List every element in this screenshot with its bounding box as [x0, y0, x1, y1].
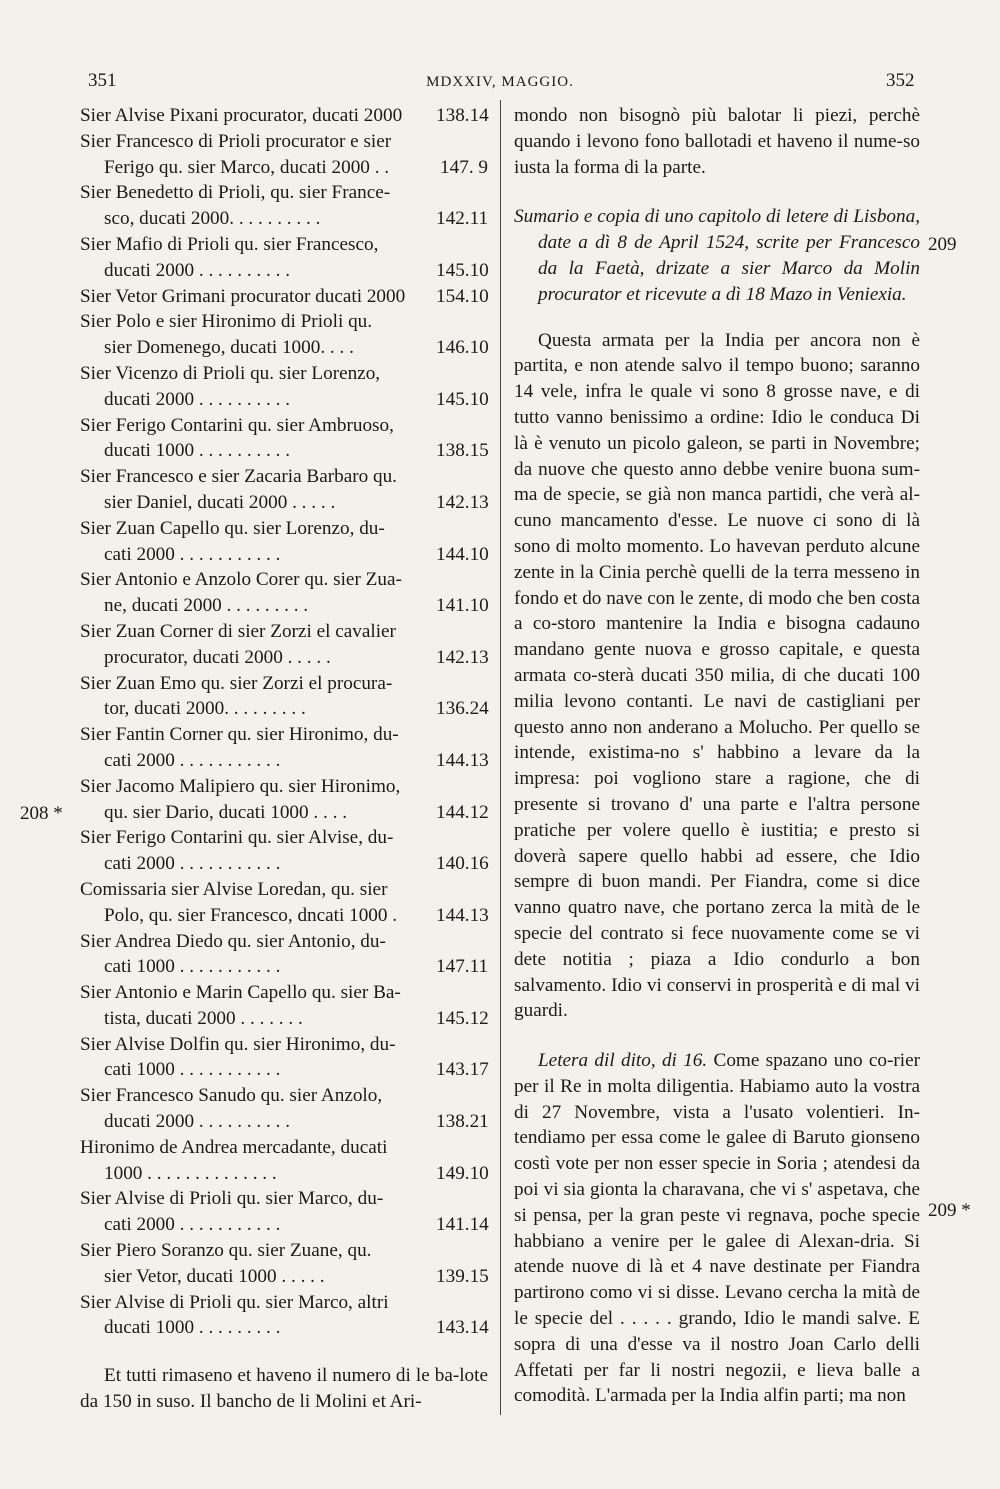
- entry-continuation: Ferigo qu. sier Marco, ducati 2000 . .: [104, 156, 390, 178]
- ballot-entry: [80, 1186, 488, 1238]
- ballot-count: 145.10: [436, 259, 489, 281]
- ballot-entry: [80, 129, 488, 181]
- entry-continuation: cati 1000 . . . . . . . . . . .: [104, 1059, 281, 1081]
- entry-continuation: sier Domenego, ducati 1000. . . .: [104, 337, 354, 359]
- ballot-entry: [80, 1238, 488, 1290]
- entry-name: Sier Francesco Sanudo qu. sier Anzolo,: [80, 1085, 383, 1107]
- entry-continuation: cati 2000 . . . . . . . . . . .: [104, 853, 281, 875]
- entry-name: Sier Zuan Corner di sier Zorzi el cavalier: [80, 620, 396, 642]
- entry-continuation: ducati 1000 . . . . . . . . . .: [104, 440, 290, 462]
- ballot-entry: [80, 1135, 488, 1187]
- entry-name: Sier Ferigo Contarini qu. sier Ambruoso,: [80, 414, 394, 436]
- ballot-entry: [80, 980, 488, 1032]
- ballot-entry: [80, 284, 488, 310]
- ballot-entry: [80, 1032, 488, 1084]
- ballot-count: 144.10: [436, 543, 489, 565]
- right-page-number: 352: [886, 70, 915, 91]
- entry-name: Sier Jacomo Malipiero qu. sier Hironimo,: [80, 775, 401, 797]
- ballot-count: 142.11: [436, 208, 489, 230]
- ballot-entry: [80, 619, 488, 671]
- ballot-count: 140.16: [436, 853, 489, 875]
- ballot-count: 147.11: [436, 956, 489, 978]
- ballot-count: 147. 9: [440, 156, 488, 178]
- ballot-entry: [80, 309, 488, 361]
- entry-continuation: ne, ducati 2000 . . . . . . . . .: [104, 595, 309, 617]
- ballot-count: 145.10: [436, 388, 489, 410]
- ballot-count: 136.24: [436, 698, 489, 720]
- ballot-count: 143.14: [436, 1317, 489, 1339]
- entry-continuation: ducati 2000 . . . . . . . . . .: [104, 259, 290, 281]
- ballot-count: 138.14: [436, 105, 489, 126]
- entry-continuation: sier Daniel, ducati 2000 . . . . .: [104, 491, 336, 513]
- entry-continuation: cati 2000 . . . . . . . . . . .: [104, 543, 281, 565]
- entry-name: Sier Mafio di Prioli qu. sier Francesco,: [80, 233, 379, 255]
- closing-paragraph: Et tutti rimaseno et haveno il numero di le ba-lote da 150 in suso. Il bancho de li Molini et Ari-: [80, 1365, 488, 1413]
- ballot-count: 143.17: [436, 1059, 489, 1081]
- ballot-count: 141.14: [436, 1214, 489, 1236]
- right-column: [514, 103, 920, 1409]
- entry-continuation: ducati 2000 . . . . . . . . . .: [104, 388, 290, 410]
- paragraph-continuation: mondo non bisognò più balotar li piezi, perchè quando i levono fono ballotadi et haveno il nume-so iusta la forma di la parte.: [514, 105, 920, 178]
- ballot-entry: [80, 1083, 488, 1135]
- entry-continuation: cati 2000 . . . . . . . . . . .: [104, 1214, 281, 1236]
- ballot-entry: [80, 464, 488, 516]
- second-letter-paragraph: [514, 1048, 920, 1409]
- ballot-entry: [80, 232, 488, 284]
- margin-note-209-star: 209 *: [928, 1200, 971, 1221]
- ballot-entry: [80, 413, 488, 465]
- entry-continuation: procurator, ducati 2000 . . . . .: [104, 646, 331, 668]
- margin-note-208: 208 *: [20, 803, 63, 824]
- entry-name: Sier Vicenzo di Prioli qu. sier Lorenzo,: [80, 362, 381, 384]
- left-page-number: 351: [88, 70, 117, 91]
- entry-name: Sier Alvise di Prioli qu. sier Marco, du-: [80, 1188, 384, 1210]
- letter-paragraph: Questa armata per la India per ancora non è partita, e non atende salvo il tempo buono; saranno 14 vele, infra le quale vi sono 8 grosse nave, e di tutto vanno benissimo a ordine: Idio le conduca Di là è venuto un picolo galeon, se parti in Novembre; da nuove che questo anno debbe venire buona sum-ma de specie, se già non manca partidi, che verà al-cuno mancamento d'esse. Le nuove ci sono di là sono di molto momento. Lo havevan perduto alcune zente in la Cinia perchè quelli de la terra messeno in fondo et do nave con le zente, di modo che ben costa a co-storo mantenire la India e bisogna cadauno mandano gente nuova e grosso capitale, e questa armata co-sterà ducati 350 milia, di che ducati 100 milia levono contanti. Le navi de castigliani per questo anno non anderano a Molucho. Per quello se intende, existima-no s' habbino a levare da la impresa: poi vogliono stare a ragione, che di presente si trovano d' una parte e l'altra persone pratiche per volere quello è iustitia; e presto si doverà sapere quello habbi ad essere, che Idio sempre di buon mandi. Per Fiandra, come si dice vanno quatro nave, che portano zerca la mità de le specie del contrato si fece nuovamente come se vi dete notitia ; piaza a Idio condurlo a bon salvamento. Idio vi conservi in prosperità e di mal vi guardi.: [514, 329, 920, 1022]
- entry-name: Sier Andrea Diedo qu. sier Antonio, du-: [80, 930, 386, 952]
- ballot-entry: [80, 516, 488, 568]
- ballot-entry: [80, 774, 488, 826]
- entry-name: Sier Zuan Capello qu. sier Lorenzo, du-: [80, 517, 385, 539]
- summary-heading: Sumario e copia di uno capitolo di letere di Lisbona, date a dì 8 de April 1524, scrite per Francesco da la Faetà, drizate a sier Marco da Molin procurator et ricevute a dì 18 Mazo in Veniexia.: [514, 206, 920, 305]
- margin-note-209: 209: [928, 234, 957, 255]
- entry-continuation: 1000 . . . . . . . . . . . . . .: [104, 1162, 277, 1184]
- ballot-entry: [80, 103, 488, 129]
- entry-name: Sier Antonio e Anzolo Corer qu. sier Zua-: [80, 569, 402, 591]
- entry-name: Sier Alvise Dolfin qu. sier Hironimo, du-: [80, 1033, 396, 1055]
- entry-continuation: sco, ducati 2000. . . . . . . . . .: [104, 208, 321, 230]
- ballot-entry: [80, 929, 488, 981]
- ballot-count: 149.10: [436, 1162, 489, 1184]
- entry-name: Sier Fantin Corner qu. sier Hironimo, du-: [80, 724, 399, 746]
- ballot-entry: [80, 567, 488, 619]
- ballot-count: 138.21: [436, 1111, 489, 1133]
- entry-continuation: cati 2000 . . . . . . . . . . .: [104, 749, 281, 771]
- entry-name: Sier Alvise di Prioli qu. sier Marco, altri: [80, 1291, 389, 1313]
- second-letter-title: Letera dil dito, di 16.: [538, 1050, 708, 1072]
- ballot-count: 138.15: [436, 440, 489, 462]
- ballot-count: 142.13: [436, 491, 489, 513]
- entry-name: Comissaria sier Alvise Loredan, qu. sier: [80, 878, 388, 900]
- entry-continuation: Polo, qu. sier Francesco, dncati 1000 .: [104, 904, 398, 926]
- entry-name: Sier Piero Soranzo qu. sier Zuane, qu.: [80, 1240, 372, 1262]
- ballot-entry: [80, 671, 488, 723]
- entry-continuation: tor, ducati 2000. . . . . . . . .: [104, 698, 306, 720]
- ballot-count: 145.12: [436, 1007, 489, 1029]
- ballot-count: 146.10: [436, 337, 489, 359]
- column-divider: [500, 100, 501, 1415]
- second-letter-text: Come spazano uno co-rier per il Re in molta diligentia. Habiamo auto la vostra di 27 Novembre, vista a l'usato volentieri. In-tendiamo per essa come le galee di Baruto gionseno costì vote per non esser specie in Soria ; atendesi da poi vi sia gionta la charavana, che vi s' aspetava, che si pensa, per la gran peste vi regnava, poche specie habbiano a venire per le galee di Alexan-dria. Si atende nuove di là et 4 nave destinate per Fiandra partirono como vi si disse. Levano cercha la mità de le specie del . . . . . grando, Idio le mandi salve. E sopra di una d'esse va il nostro Joan Carlo delli Affetati per far li nostri negozii, e lieva balle a comodità. L'armada per la India alfin parti; ma non: [514, 1050, 921, 1407]
- ballot-count: 144.13: [436, 904, 489, 926]
- entry-name: Sier Francesco e sier Zacaria Barbaro qu.: [80, 466, 397, 488]
- entry-name: Sier Zuan Emo qu. sier Zorzi el procura-: [80, 672, 393, 694]
- ballot-count: 139.15: [436, 1265, 489, 1287]
- ballot-entry: [80, 180, 488, 232]
- entry-name: Sier Antonio e Marin Capello qu. sier Ba-: [80, 982, 401, 1004]
- entry-name: Sier Ferigo Contarini qu. sier Alvise, du-: [80, 827, 394, 849]
- entry-name: Sier Benedetto di Prioli, qu. sier France-: [80, 182, 391, 204]
- ballot-entry: [80, 825, 488, 877]
- ballot-list: [80, 103, 488, 1434]
- running-title: MDXXIV, MAGGIO.: [426, 74, 574, 90]
- entry-continuation: ducati 2000 . . . . . . . . . .: [104, 1111, 290, 1133]
- ballot-entry: [80, 722, 488, 774]
- entry-name: Sier Vetor Grimani procurator ducati 2000: [80, 285, 406, 307]
- ballot-entry: [80, 877, 488, 929]
- ballot-entry: [80, 361, 488, 413]
- entry-continuation: tista, ducati 2000 . . . . . . .: [104, 1007, 303, 1029]
- ballot-count: 141.10: [436, 595, 489, 617]
- entry-continuation: qu. sier Dario, ducati 1000 . . . .: [104, 801, 347, 823]
- ballot-count: 144.13: [436, 749, 489, 771]
- entry-name: Sier Polo e sier Hironimo di Prioli qu.: [80, 311, 373, 333]
- entry-name: Hironimo de Andrea mercadante, ducati: [80, 1136, 388, 1158]
- entry-name: Sier Francesco di Prioli procurator e sier: [80, 130, 392, 152]
- entry-continuation: cati 1000 . . . . . . . . . . .: [104, 956, 281, 978]
- ballot-count: 142.13: [436, 646, 489, 668]
- entry-continuation: sier Vetor, ducati 1000 . . . . .: [104, 1265, 325, 1287]
- entry-continuation: ducati 1000 . . . . . . . . .: [104, 1317, 281, 1339]
- entry-name: Sier Alvise Pixani procurator, ducati 2000: [80, 105, 403, 126]
- ballot-entry: [80, 1290, 488, 1342]
- ballot-count: 154.10: [436, 285, 489, 307]
- ballot-count: 144.12: [436, 801, 489, 823]
